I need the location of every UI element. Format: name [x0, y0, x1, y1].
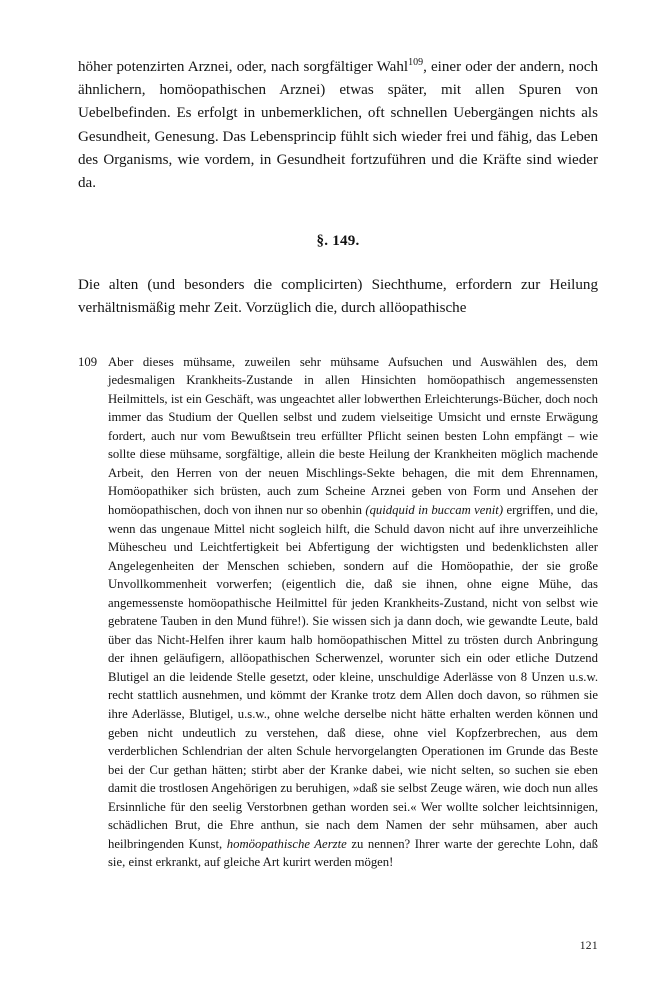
section-paragraph: Die alten (und besonders die complicirten) Siechthume, erfordern zur Heilung verhältnismäßig mehr Zeit. Vorzüglich die, durch allöopathische [78, 277, 598, 317]
footnote-text-part-2: ergriffen, und die, wenn das ungenaue Mittel nicht sogleich hilft, die Schuld davon nicht auf ihre unverzeihliche Mühescheu und Leichtfertigkeit bei Abfertigung der wichtigsten und bedenklichsten aller Angelegenheiten der Menschen schieben, sondern auf die Homöopathie, der sie große Unvollkommenheit vorwerfen; (eigentlich die, daß sie ihnen, ohne eigne Mühe, das angemessenste homöopathische Heilmittel für jeden Krankheits-Zustand, nicht von selbst wie gebratene Tauben in den Mund führe!). Sie wissen sich ja dann doch, wie gewandte Leute, bald über das Nicht-Helfen ihrer kaum halb homöopathischen Mittel zu trösten durch Anbringung der ihnen geläufigern, allöopathischen Scherwenzel, worunter sich ein oder etliche Dutzend Blutigel an die leidende Stelle gesetzt, oder kleine, unschuldige Aderlässe von 8 Unzen u.s.w. recht stattlich ausnehmen, und kömmt der Kranke trotz dem Allen doch davon, so rühmen sie ihre Aderlässe, Blutigel, u.s.w., ohne welche derselbe nicht hätte erhalten werden können und geben nicht undeutlich zu verstehen, daß diese, ohne viel Kopfzerbrechen, aus dem verderblichen Schlendrian der alten Schule hervorgelangten Operationen im Grunde das Beste bei der Cur gethan hätten; stirbt aber der Kranke dabei, wie nicht selten, so suchen sie eben damit die trostlosen Angehörigen zu beruhigen, »daß sie selbst Zeuge wären, wie doch nun alles Ersinnliche für den seelig Verstorbnen gethan worden sei.« Wer wollte solcher leichtsinnigen, schädlichen Brut, die Ehre anthun, sie nach dem Namen der sehr mühsamen, aber auch heilbringenden Kunst, [108, 503, 599, 851]
footnote-number: 109 [78, 354, 98, 369]
page-number: 121 [579, 939, 598, 952]
paragraph-text-before-footnote-marker: höher potenzirten Arznei, oder, nach sorgfältiger Wahl [78, 59, 409, 75]
footnote-text [108, 353, 598, 872]
footnote-109 [78, 353, 598, 872]
footnote-text-part-1: Aber dieses mühsame, zuweilen sehr mühsame Aufsuchen und Auswählen des, dem jedesmaligen Krankheits-Zustande in allen Hinsichten homöopathisch angemessensten Heilmittels, ist ein Geschäft, was ungeachtet aller lobwerthen Erleichterungs-Bücher, doch noch immer das Studium der Quellen selbst und zudem vielseitige Umsicht und ernste Erwägung fordert, auch nur vom Bewußtsein treu erfüllter Pflicht seinen besten Lohn empfängt – wie sollte diese mühsame, sorgfältige, allein die beste Heilung der Krankheiten möglich machende Arbeit, den Herren von der neuen Mischlings-Sekte behagen, die mit dem Ehrennamen, Homöopathiker sich brüsten, auch zum Scheine Arznei geben von Form und Ansehen der homöopathischen, doch von ihnen nur so obenhin [108, 354, 598, 517]
paragraph-continuation [78, 56, 598, 195]
section-heading: §. 149. [316, 233, 360, 250]
footnote-reference-marker[interactable]: 109 [408, 56, 424, 68]
paragraph-text-after-footnote-marker: , einer oder der andern, noch ähnlichern, homöopathischen Arznei) etwas später, mit allen Spuren von Uebelbefinden. Es erfolgt in unbemerklichen, oft schnellen Uebergängen nichts als Gesundheit, Genesung. Das Lebensprincip fühlt sich wieder frei und fähig, das Leben des Organisms, wie vordem, in Gesundheit fortzuführen und die Kräfte sind wieder da. [78, 59, 599, 192]
footnote-emphasis-phrase: homöopathische Aerzte [226, 836, 347, 851]
footnote-latin-phrase: (quidquid in buccam venit) [365, 503, 504, 517]
footnote-text-part-3: zu nennen? Ihrer warte der gerechte Lohn, daß sie, einst erkrankt, auf gleiche Art kurirt werden mögen! [108, 836, 598, 870]
